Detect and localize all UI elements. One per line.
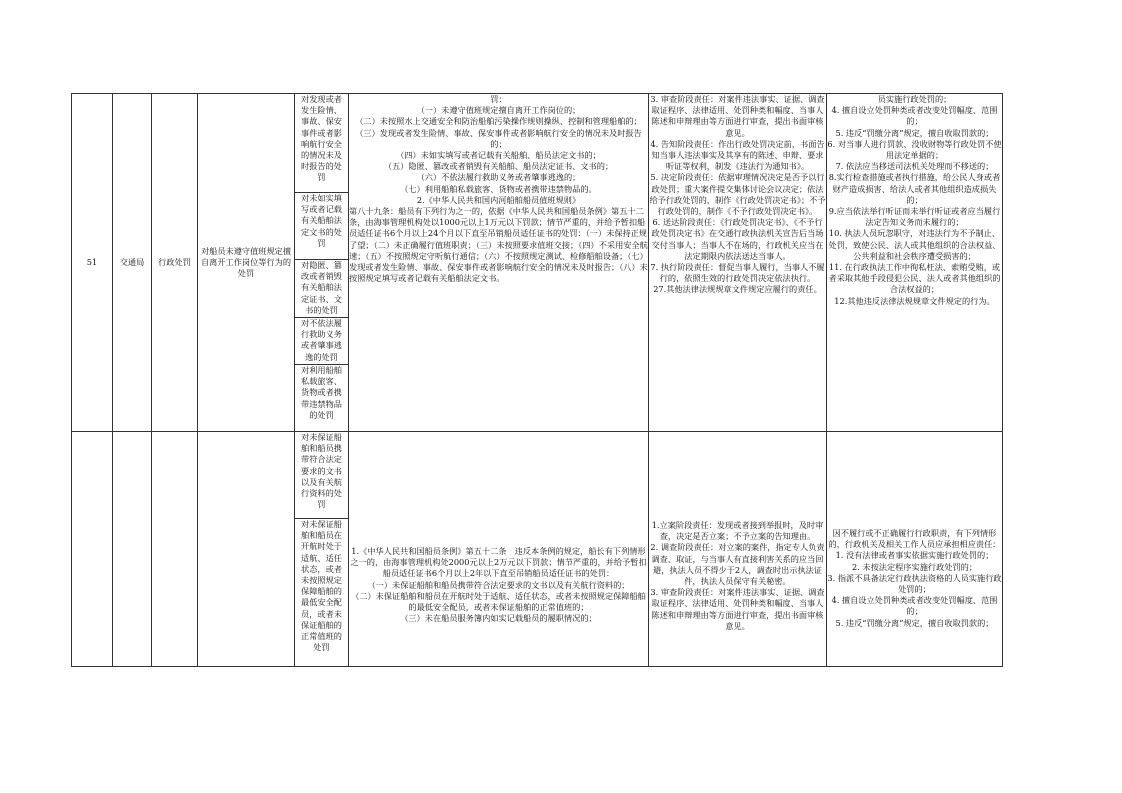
basis-line: （一）未保证船舶和船员携带符合法定要求的文书以及有关航行资料的； [367, 579, 630, 590]
duty-line: 27.其他法律法规规章文件规定应履行的责任。 [653, 284, 822, 295]
row-number: 51 [72, 94, 113, 432]
duty-line: 5. 决定阶段责任：依据审理情况决定是否予以行政处罚；重大案件提交集体讨论会议决定；依法给予行政处罚的，制作《行政处罚决定书》；不予行政处罚的，制作《不予行政处罚决定书》。 [649, 172, 826, 217]
accountability-line: 4. 擅自设立处罚种类或者改变处罚幅度、范围的； [831, 595, 998, 617]
accountability-line: 10. 执法人员玩忽职守，对违法行为不予制止、处罚，致使公民、法人或其他组织的合法权益、公共利益和社会秩序遭受损害的； [828, 228, 1001, 261]
accountability-line: 7. 依法应当移送司法机关处理而不移送的； [835, 161, 994, 172]
accountability-line: 4. 擅自设立处罚种类或者改变处罚幅度、范围的； [831, 105, 998, 127]
accountability-line: 3. 指派不具备法定行政执法资格的人员实施行政处罚的； [827, 572, 1002, 595]
sub-item: 对不依法履行救助义务或者肇事逃逸的处罚 [295, 318, 348, 365]
duty-line: 6. 送达阶段责任：《行政处罚决定书》、《不予行政处罚决定书》在交通行政执法机关宣告后当场交付当事人；当事人不在场的，行政机关应当在法定期限内依法送达当事人。 [651, 217, 824, 261]
accountability-line: 5. 违反“罚缴分离”规定，擅自收取罚款的； [835, 617, 994, 628]
basis-line: （三）未在船员服务簿内如实记载船员的履职情况的； [400, 613, 597, 624]
basis-line: （三）发现或者发生险情、事故、保安事件或者影响航行安全的情况未及时报告的； [355, 127, 642, 149]
sub-items-cell [295, 94, 349, 432]
type-cell [152, 432, 198, 667]
accountability-line: 1. 没有法律或者事实依据实施行政处罚的； [835, 550, 994, 561]
basis-line: （五）隐匿、篡改或者销毁有关船舶、船员法定证书、文书的； [383, 161, 614, 172]
table-row [72, 432, 1003, 667]
type-cell: 行政处罚 [152, 94, 198, 432]
item-name-cell: 对船员未遵守值班规定擅自离开工作岗位等行为的处罚 [198, 94, 295, 432]
accountability-cell [827, 94, 1003, 432]
punishment-table [71, 93, 1003, 667]
basis-line: （四）未如实填写或者记载有关船舶、船员法定文书的； [396, 150, 601, 161]
accountability-line: 因不履行或不正确履行行政职责，有下列情形的，行政机关及相关工作人员应承担相应责任： [828, 528, 1001, 550]
accountability-cell [827, 432, 1003, 667]
accountability-line: 8.实行检查措施或者执行措施，给公民人身或者财产造成损害、给法人或者其他组织造成损失的； [828, 172, 1001, 205]
duties-cell [649, 432, 827, 667]
accountability-line: 6. 对当事人进行罚款、没收财物等行政处罚不使用法定单据的； [827, 138, 1002, 161]
accountability-line: 9.应当依法举行听证而未举行听证或者应当履行法定告知义务而未履行的； [828, 206, 1001, 228]
basis-line: （二）未按照水上交通安全和防治船舶污染操作规则操纵、控制和管理船舶的； [355, 116, 642, 127]
accountability-line: 2. 未按法定程序实施行政处罚的； [851, 561, 978, 572]
basis-line: 第八十九条：船员有下列行为之一的，依据《中华人民共和国船员条例》第五十二条，由海事管理机构处以1000元以上1万元以下罚款；情节严重的，并给予暂扣船员适任证书6个月以上24个月以下直至吊销船员适任证书的处罚：（一）未保持正规了望；（二）未正确履行值班职责；（三）未按照要求值班交接；（四）不采用安全航速；（五）不按照规定守听航行通信；（六）不按照规定测试、检修船舶设备；（七）发现或者发生险情、事故、保安事件或者影响航行安全的情况未及时报告；（八）未按照规定填写或者记载有关船舶法定文书。 [349, 206, 648, 284]
basis-line: （一）未遵守值班规定擅自离开工作岗位的； [416, 105, 581, 116]
accountability-line: 员实施行政处罚的； [877, 94, 952, 104]
sub-items-cell [295, 432, 349, 667]
accountability-line: 12.其他违反法律法规规章文件规定的行为。 [834, 295, 995, 306]
duties-cell [649, 94, 827, 432]
basis-line: 罚： [490, 94, 507, 104]
accountability-line: 5. 违反“罚缴分离”规定，擅自收取罚款的； [835, 127, 994, 138]
accountability-line: 11. 在行政执法工作中徇私枉法、索贿受贿，或者采取其他手段侵犯公民、法人或者其他组织的合法权益的； [828, 262, 1001, 295]
basis-line: 1.《中华人民共和国船员条例》第五十二条 违反本条例的规定，船长有下列情形之一的，由海事管理机构处2000元以上2万元以下罚款；情节严重的，并给予暂扣船员适任证书6个月以上2年以下直至吊销船员适任证书的处罚： [350, 546, 647, 579]
agency-cell [113, 432, 152, 667]
sub-item: 对发现或者发生险情、事故、保安事件或者影响航行安全的情况未及时报告的处罚 [295, 94, 348, 193]
sub-item: 对未保证船舶和船员携带符合法定要求的文书以及有关航行资料的处罚 [295, 432, 348, 519]
duty-line: 7. 执行阶段责任：督促当事人履行，当事人不履行的，依照生效的行政处罚决定依法执行。 [650, 262, 825, 284]
duty-line: 4. 告知阶段责任：作出行政处罚决定前，书面告知当事人违法事实及其享有的陈述、申辩、要求听证等权利，制发《违法行为通知书》。 [650, 138, 825, 172]
basis-line: （六）不依法履行救助义务或者肇事逃逸的； [416, 172, 581, 183]
sub-item: 对未保证船舶和船员在开航时处于适航、适任状态，或者未按照规定保障船舶的最低安全配员，或者未保证船舶的正常值班的处罚 [301, 519, 342, 653]
table-row [72, 94, 1003, 432]
item-name-cell [198, 432, 295, 667]
duty-line: 2. 调查阶段责任：对立案的案件，指定专人负责调查、取证，与当事人有直接利害关系的应当回避，执法人员不得少于2人，调查时出示执法证件，执法人员保守有关秘密。 [650, 542, 825, 587]
sub-item: 对未如实填写或者记载有关船舶法定文书的处罚 [295, 193, 348, 260]
duty-line: 3. 审查阶段责任：对案件违法事实、证据、调查取证程序、法律适用、处罚种类和幅度、当事人陈述和申辩理由等方面进行审查，提出书面审核意见。 [650, 94, 825, 138]
agency-cell: 交通局 [113, 94, 152, 432]
sub-item: 对隐匿、篡改或者销毁有关船舶法定证书、文书的处罚 [295, 260, 348, 318]
basis-line: （二）未保证船舶和船员在开航时处于适航、适任状态，或者未按照规定保障船舶的最低安全配员，或者未保证船舶的正常值班的； [351, 590, 646, 613]
basis-line: （七）利用船舶私载旅客、货物或者携带违禁物品的。 [400, 183, 597, 194]
legal-basis-cell [349, 94, 649, 432]
duty-line: 1.立案阶段责任：发现或者接到举报时，及时审查，决定是否立案；不予立案的告知理由。 [651, 520, 824, 542]
duty-line: 3. 审查阶段责任：对案件违法事实、证据、调查取证程序、法律适用、处罚种类和幅度、当事人陈述和申辩理由等方面进行审查，提出书面审核意见。 [650, 587, 825, 631]
row-number [72, 432, 113, 667]
basis-line: 2.《中华人民共和国内河船舶船员值班规则》 [416, 194, 581, 205]
sub-item: 对利用船舶私载旅客、货物或者携带违禁物品的处罚 [301, 365, 342, 420]
legal-basis-cell [349, 432, 649, 667]
